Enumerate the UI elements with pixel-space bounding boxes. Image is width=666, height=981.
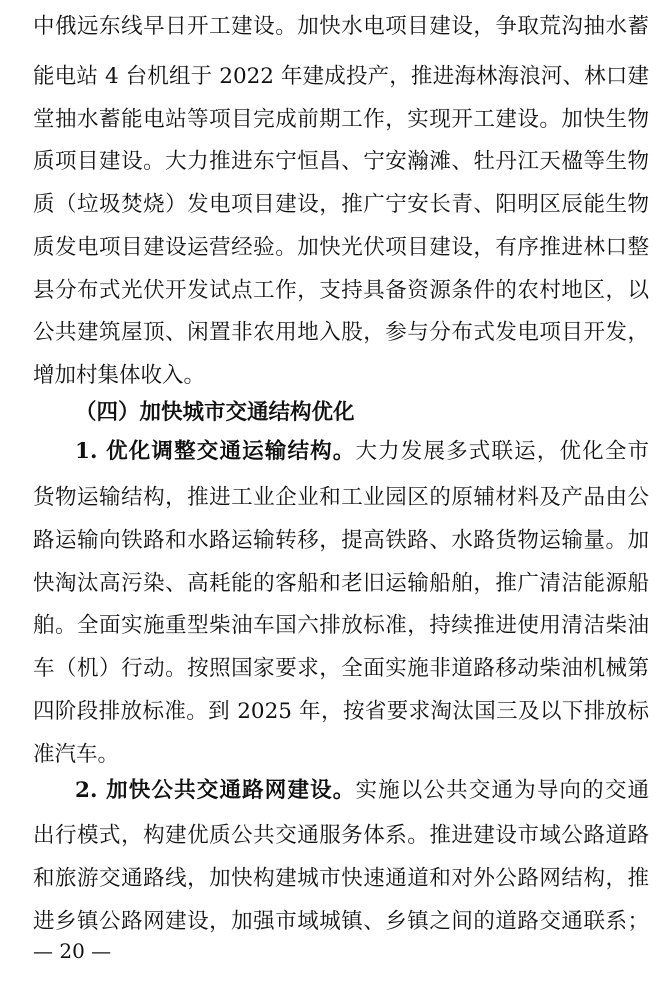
body-text-line: 舶。全面实施重型柴油车国六排放标准，持续推进使用清洁柴油 bbox=[33, 613, 649, 638]
body-text-line: 质项目建设。大力推进东宁恒昌、宁安瀚滩、牡丹江天楹等生物 bbox=[33, 149, 649, 174]
body-text-line: 增加村集体收入。 bbox=[33, 363, 206, 388]
body-text-line: 质发电项目建设运营经验。加快光伏项目建设，有序推进林口整 bbox=[33, 235, 649, 260]
section-heading: （四）加快城市交通结构优化 bbox=[75, 400, 355, 425]
body-text-line: 公共建筑屋顶、闲置非农用地入股，参与分布式发电项目开发， bbox=[33, 320, 649, 345]
body-text-line: 中俄远东线早日开工建设。加快水电项目建设，争取荒沟抽水蓄 bbox=[33, 14, 649, 39]
body-text-line: 堂抽水蓄能电站等项目完成前期工作，实现开工建设。加快生物 bbox=[33, 107, 649, 132]
body-text-line: 四阶段排放标准。到 2025 年，按省要求淘汰国三及以下排放标 bbox=[33, 699, 649, 724]
body-text-line: 质（垃圾焚烧）发电项目建设，推广宁安长青、阳明区辰能生物 bbox=[33, 192, 649, 217]
body-text: 大力发展多式联运，优化全市 bbox=[355, 439, 649, 464]
body-text-line: 县分布式光伏开发试点工作，支持具备资源条件的农村地区，以 bbox=[33, 278, 649, 303]
body-text-line: 路运输向铁路和水路运输转移，提高铁路、水路货物运输量。加 bbox=[33, 528, 649, 553]
paragraph-first-line bbox=[75, 441, 649, 463]
subsection-title: 1. 优化调整交通运输结构。 bbox=[75, 439, 356, 464]
body-text-line: 出行模式，构建优质公共交通服务体系。推进建设市域公路道路 bbox=[33, 823, 649, 848]
body-text-line: 准汽车。 bbox=[33, 742, 120, 767]
body-text-line: 能电站 4 台机组于 2022 年建成投产，推进海林海浪河、林口建 bbox=[33, 64, 649, 89]
subsection-title: 2. 加快公共交通路网建设。 bbox=[75, 778, 356, 803]
body-text-line: 和旅游交通路线，加快构建城市快速通道和对外公路网结构，推 bbox=[33, 866, 649, 891]
paragraph-first-line bbox=[75, 780, 649, 802]
body-text-line: 车（机）行动。按照国家要求，全面实施非道路移动柴油机械第 bbox=[33, 656, 649, 681]
body-text-line: 快淘汰高污染、高耗能的客船和老旧运输船舶，推广清洁能源船 bbox=[33, 571, 649, 596]
body-text-line: 进乡镇公路网建设，加强市域城镇、乡镇之间的道路交通联系； bbox=[33, 909, 649, 934]
body-text-line: 货物运输结构，推进工业企业和工业园区的原辅材料及产品由公 bbox=[33, 485, 649, 510]
page-number: — 20 — bbox=[33, 939, 112, 963]
body-text: 实施以公共交通为导向的交通 bbox=[355, 778, 649, 803]
